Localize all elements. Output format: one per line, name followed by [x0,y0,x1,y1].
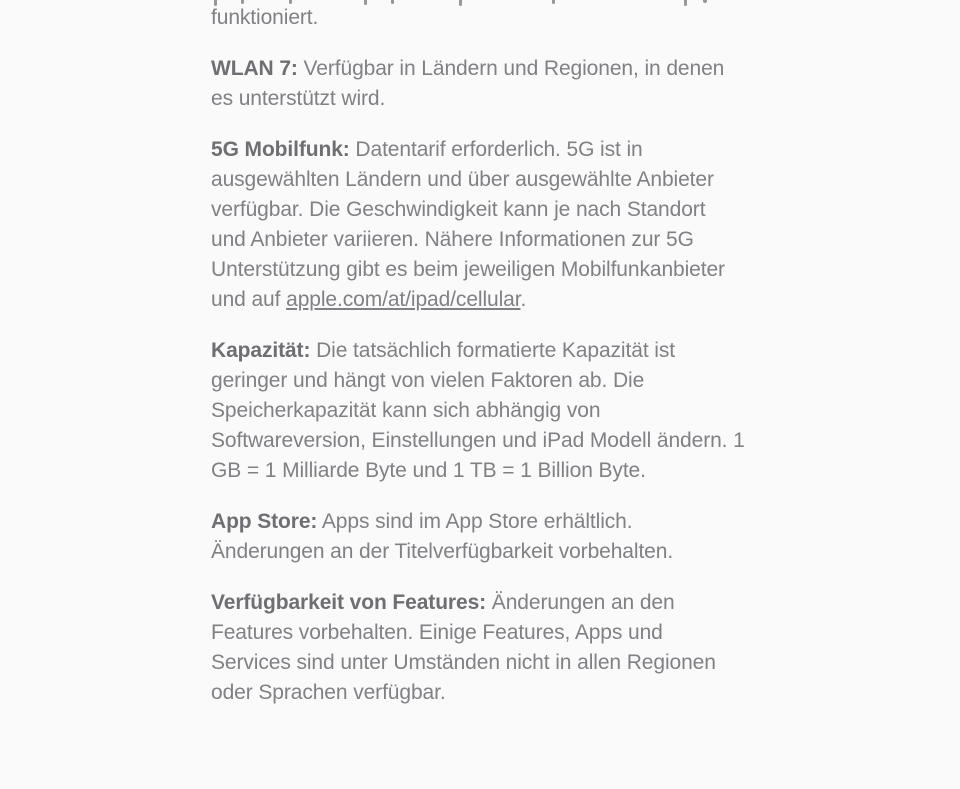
footnote-text: Änderungen an den Features vorbehalten. Einige Features, Apps und Services sind unter Umständen nicht in allen Regionen oder Sprachen verfügbar. [211,591,716,704]
footnote-text: Verfügbar in Ländern und Regionen, in denen es unterstützt wird. [211,57,725,110]
footnote-label: WLAN 7: [211,57,298,80]
footnote-paragraph [211,336,745,486]
cellular-link[interactable]: apple.com/at/ipad/cellular [286,288,521,311]
footnote-paragraph [211,54,745,114]
footnote-paragraph [211,507,745,567]
footnote-label: 5G Mobilfunk: [211,138,350,161]
footnotes-column [211,3,745,729]
footnote-text: Die tatsächlich formatierte Kapazität ist geringer und hängt von vielen Faktoren ab. Die Speicherkapazität kann sich abhängig von Softwareversion, Einstellungen und iPad Modell ändern. 1 GB = 1 Milliarde Byte und 1 TB = 1 Billion Byte. [211,339,745,482]
footnote-text: Datentarif erforderlich. 5G ist in ausgewählten Ländern und über ausgewählte Anbieter verfügbar. Die Geschwindigkeit kann je nach Standort und Anbieter variieren. Nähere Informationen zur 5G Unterstützung gibt es beim jeweiligen Mobilfunkanbieter und auf apple.com/at/ipad/cellular. [211,138,725,311]
footnotes-list [211,54,745,708]
footnote-paragraph [211,588,745,708]
footnote-label: App Store: [211,510,318,533]
footnote-label: Verfügbarkeit von Features: [211,591,487,614]
cutoff-paragraph-tail: funktioniert. [211,6,319,29]
footnote-text: Apps sind im App Store erhältlich. Änderungen an der Titelverfügbarkeit vorbehalten. [211,510,674,563]
footnote-label: Kapazität: [211,339,311,362]
footnote-paragraph [211,135,745,315]
